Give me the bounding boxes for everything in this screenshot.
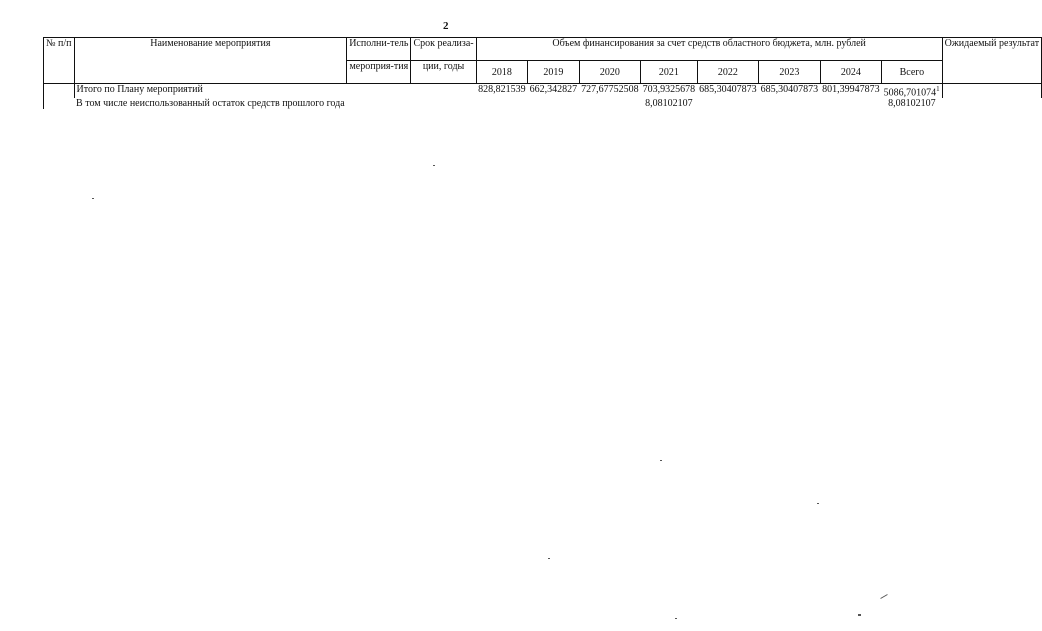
value-2022: 685,30407873 xyxy=(699,84,757,95)
header-year-2022: 2022 xyxy=(697,61,759,84)
scan-speck xyxy=(548,558,550,559)
row-name: Итого по Плану мероприятий xyxy=(74,84,347,99)
value-2018: 828,821539 xyxy=(478,84,526,95)
funding-table xyxy=(43,37,1042,109)
table-row xyxy=(44,98,1042,109)
value-2023 xyxy=(759,98,821,109)
row-name: В том числе неиспользованный остаток средств прошлого года xyxy=(76,98,345,110)
value-total-text: 5086,701074 xyxy=(883,87,937,99)
scan-speck xyxy=(660,460,662,461)
header-year-2023: 2023 xyxy=(759,61,821,84)
header-year-2018: 2018 xyxy=(476,61,528,84)
header-num: № п/п xyxy=(44,38,75,84)
value-2019 xyxy=(528,98,580,109)
value-total-mark: 1 xyxy=(936,85,940,93)
value-2021: 8,08102107 xyxy=(645,98,693,110)
scan-speck xyxy=(880,594,887,599)
scan-speck xyxy=(817,503,819,504)
header-executor: Исполни-тель xyxy=(347,38,411,61)
value-2024 xyxy=(820,98,882,109)
value-2021: 703,9325678 xyxy=(642,84,696,95)
value-2018 xyxy=(476,98,528,109)
header-term: Срок реализа- xyxy=(411,38,476,61)
header-year-2021: 2021 xyxy=(641,61,698,84)
value-2022 xyxy=(697,98,759,109)
value-2023: 685,30407873 xyxy=(760,84,819,95)
page-number: 2 xyxy=(443,20,449,32)
value-2020: 727,67752508 xyxy=(581,84,639,95)
scan-speck xyxy=(675,618,677,619)
value-total xyxy=(882,84,943,99)
header-year-2020: 2020 xyxy=(579,61,641,84)
value-2019: 662,342827 xyxy=(529,84,578,95)
header-result: Ожидаемый результат xyxy=(942,38,1041,84)
value-2020 xyxy=(579,98,641,109)
value-2024: 801,39947873 xyxy=(822,84,880,95)
scan-speck xyxy=(92,198,94,199)
header-year-2024: 2024 xyxy=(820,61,882,84)
scan-speck xyxy=(433,165,435,166)
value-total: 8,08102107 xyxy=(888,98,936,110)
header-executor-cont: мероприя-тия xyxy=(347,61,411,84)
table-row xyxy=(44,84,1042,99)
header-year-2019: 2019 xyxy=(528,61,580,84)
header-funding: Объем финансирования за счет средств областного бюджета, млн. рублей xyxy=(476,38,942,61)
header-total: Всего xyxy=(882,61,943,84)
header-name: Наименование мероприятия xyxy=(74,38,347,84)
scan-speck xyxy=(858,614,861,616)
header-term-cont: ции, годы xyxy=(411,61,476,84)
